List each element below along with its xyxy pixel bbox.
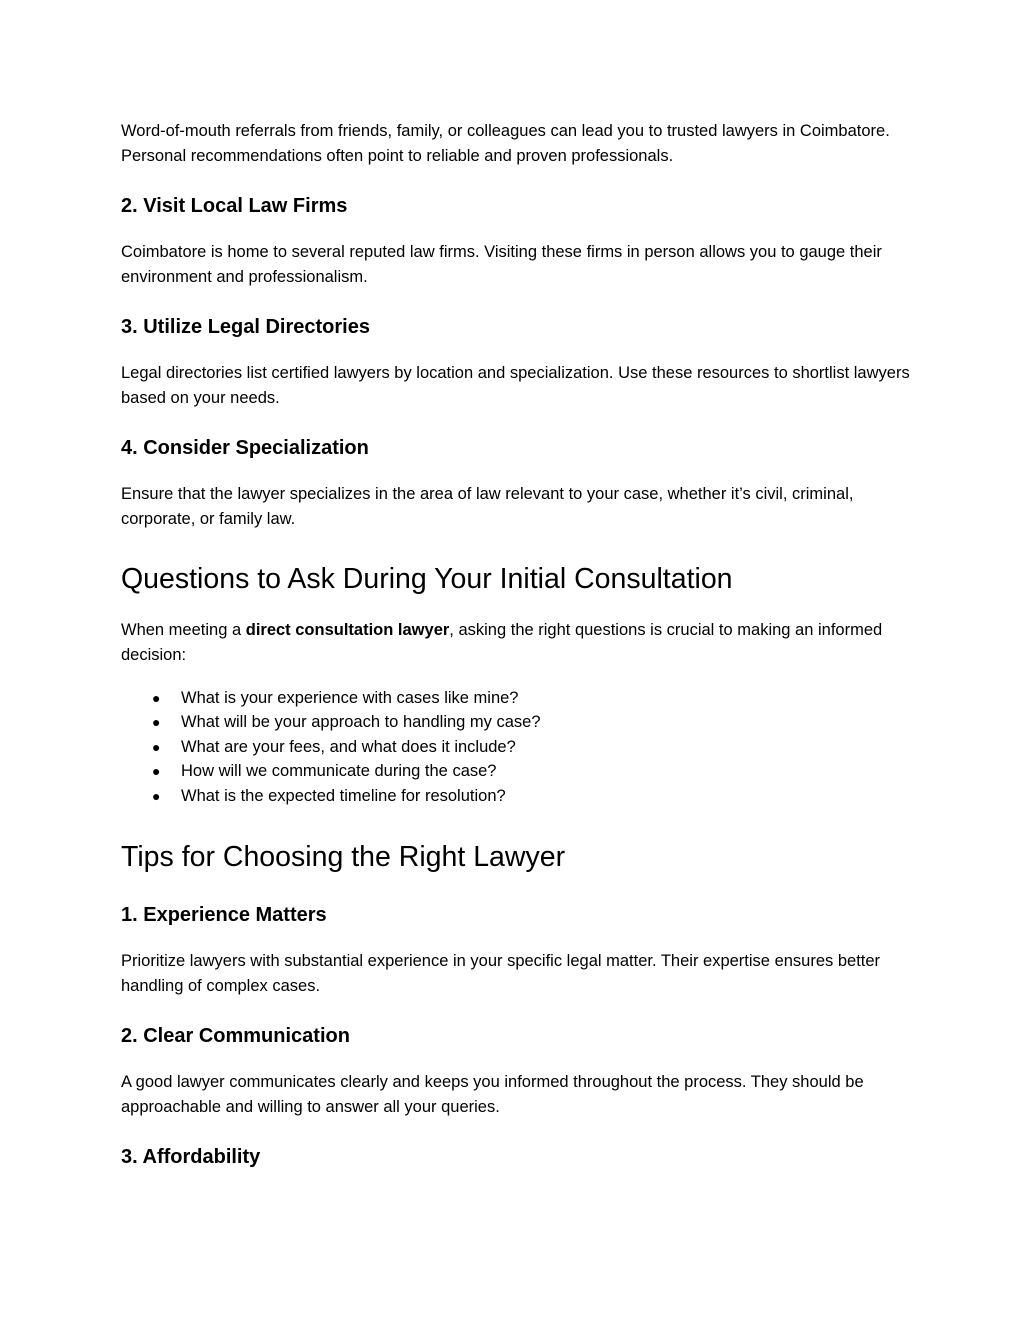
questions-intro-before: When meeting a [121,621,246,639]
list-item-text: What is your experience with cases like mine? [181,689,519,707]
questions-list [121,686,541,808]
bullet-icon: ● [152,763,161,780]
specialization-paragraph: Ensure that the lawyer specializes in the area of law relevant to your case, whether it’s civil, criminal, corporate, or family law. [121,485,854,528]
list-item [121,784,541,808]
bullet-icon: ● [152,787,161,804]
visit-law-firms-heading: 2. Visit Local Law Firms [121,195,348,217]
affordability-heading: 3. Affordability [121,1146,261,1168]
questions-intro-after: , asking the right questions is crucial to making an informed decision: [121,621,883,664]
communication-heading: 2. Clear Communication [121,1025,350,1047]
experience-heading: 1. Experience Matters [121,904,327,926]
list-item [121,759,541,783]
direct-consultation-lawyer-bold: direct consultation lawyer [245,621,450,639]
bullet-icon: ● [152,690,161,706]
list-item-text: How will we communicate during the case? [181,762,497,781]
bullet-icon: ● [152,714,161,731]
communication-paragraph: A good lawyer communicates clearly and keeps you informed throughout the process. They should be approachable and willing to answer all your queries. [121,1073,864,1116]
list-item [121,735,541,759]
questions-heading: Questions to Ask During Your Initial Consultation [121,563,733,595]
bullet-icon: ● [152,738,161,755]
legal-directories-heading: 3. Utilize Legal Directories [121,316,370,338]
visit-law-firms-paragraph: Coimbatore is home to several reputed law firms. Visiting these firms in person allows you to gauge their environment and professionalism. [121,243,882,286]
list-item [121,710,541,734]
specialization-heading: 4. Consider Specialization [121,437,369,459]
list-item-text: What is the expected timeline for resolution? [181,786,506,805]
list-item-text: What are your fees, and what does it include? [181,737,516,756]
list-item-text: What will be your approach to handling my case? [181,713,541,732]
legal-directories-paragraph: Legal directories list certified lawyers by location and specialization. Use these resources to shortlist lawyers based on your needs. [121,364,910,407]
experience-paragraph: Prioritize lawyers with substantial experience in your specific legal matter. Their expertise ensures better handling of complex cases. [121,952,881,995]
referrals-paragraph: Word-of-mouth referrals from friends, family, or colleagues can lead you to trusted lawyers in Coimbatore. Personal recommendations often point to reliable and proven professionals. [121,122,890,165]
tips-heading: Tips for Choosing the Right Lawyer [121,841,566,873]
list-item [121,686,541,710]
questions-intro-paragraph [121,618,911,667]
